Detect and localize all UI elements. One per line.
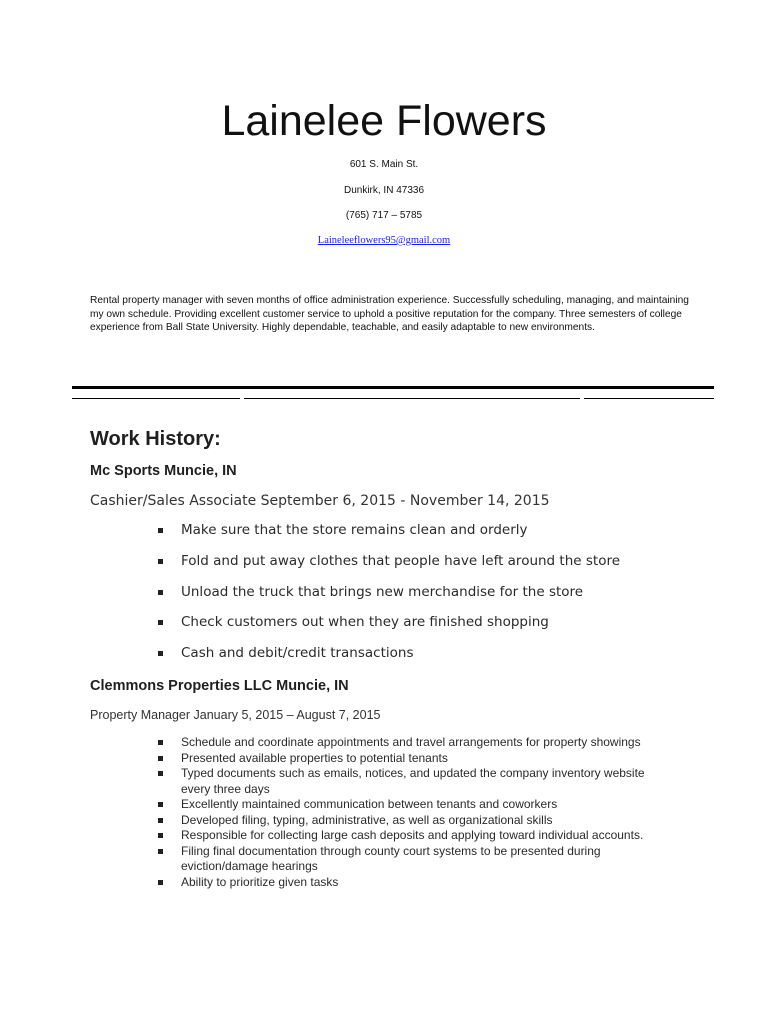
- list-item: [156, 735, 676, 751]
- professional-summary: Rental property manager with seven months of office administration experience. Successfully scheduling, managing, and maintaining my own schedule. Providing excellent customer service to uphold a positive reputation for the company. Three semesters of college experience from Ball State University. Highly dependable, teachable, and easily adaptable to new environments.: [90, 295, 689, 334]
- duty-text: Make sure that the store remains clean and orderly: [181, 522, 528, 538]
- duty-text: Typed documents such as emails, notices, and updated the company inventory website every three days: [181, 766, 645, 796]
- bullet-icon: [158, 849, 163, 854]
- duty-text: Check customers out when they are finished shopping: [181, 614, 549, 631]
- work-history-heading: Work History:: [90, 428, 221, 450]
- section-divider-thin-right: [584, 398, 714, 399]
- list-item: [156, 612, 716, 643]
- list-item: [156, 875, 676, 891]
- duty-text: Schedule and coordinate appointments and travel arrangements for property showings: [181, 735, 641, 749]
- bullet-icon: [158, 771, 163, 776]
- section-divider-thin-middle: [244, 398, 580, 399]
- section-divider-thick: [72, 386, 714, 389]
- bullet-icon: [158, 756, 163, 761]
- bullet-icon: [158, 740, 163, 745]
- bullet-icon: [158, 818, 163, 823]
- address-line-1: 601 S. Main St.: [349, 159, 419, 170]
- duty-text: Filing final documentation through county court systems to be presented during eviction/damage hearings: [181, 843, 601, 873]
- bullet-icon: [158, 620, 163, 625]
- phone-number: (765) 717 – 5785: [345, 210, 423, 221]
- address-line-2: Dunkirk, IN 47336: [343, 185, 425, 196]
- list-item: [156, 751, 676, 767]
- section-divider-thin-left: [72, 398, 240, 399]
- duty-text: Cash and debit/credit transactions: [181, 645, 414, 662]
- job-role: Cashier/Sales Associate September 6, 2015 - November 14, 2015: [90, 493, 550, 509]
- job-role: Property Manager January 5, 2015 – August 7, 2015: [90, 708, 381, 722]
- list-item: [156, 797, 676, 813]
- bullet-icon: [158, 802, 163, 807]
- list-item: [156, 813, 676, 829]
- duty-text: Ability to prioritize given tasks: [181, 874, 339, 889]
- job-duties-list: [156, 735, 676, 890]
- bullet-icon: [158, 880, 163, 885]
- list-item: [156, 551, 716, 582]
- bullet-icon: [158, 651, 163, 656]
- list-item: [156, 766, 676, 797]
- list-item: [156, 520, 716, 551]
- bullet-icon: [158, 559, 163, 564]
- duty-text: Presented available properties to potential tenants: [181, 750, 448, 765]
- applicant-name: Lainelee Flowers: [221, 97, 547, 145]
- list-item: [156, 828, 676, 844]
- job-employer: Mc Sports Muncie, IN: [90, 463, 237, 479]
- duty-text: Fold and put away clothes that people have left around the store: [181, 552, 621, 569]
- bullet-icon: [158, 833, 163, 838]
- duty-text: Unload the truck that brings new merchandise for the store: [181, 583, 584, 600]
- list-item: [156, 844, 676, 875]
- list-item: [156, 643, 716, 674]
- duty-text: Responsible for collecting large cash deposits and applying toward individual accounts.: [181, 828, 644, 842]
- list-item: [156, 582, 716, 613]
- email-link[interactable]: Laineleeflowers95@gmail.com: [317, 235, 451, 246]
- duty-text: Developed filing, typing, administrative, as well as organizational skills: [181, 812, 553, 827]
- bullet-icon: [158, 528, 163, 533]
- bullet-icon: [158, 590, 163, 595]
- email-line: [0, 234, 768, 247]
- duty-text: Excellently maintained communication between tenants and coworkers: [181, 797, 558, 811]
- job-employer: Clemmons Properties LLC Muncie, IN: [90, 678, 349, 694]
- job-duties-list: [156, 520, 716, 674]
